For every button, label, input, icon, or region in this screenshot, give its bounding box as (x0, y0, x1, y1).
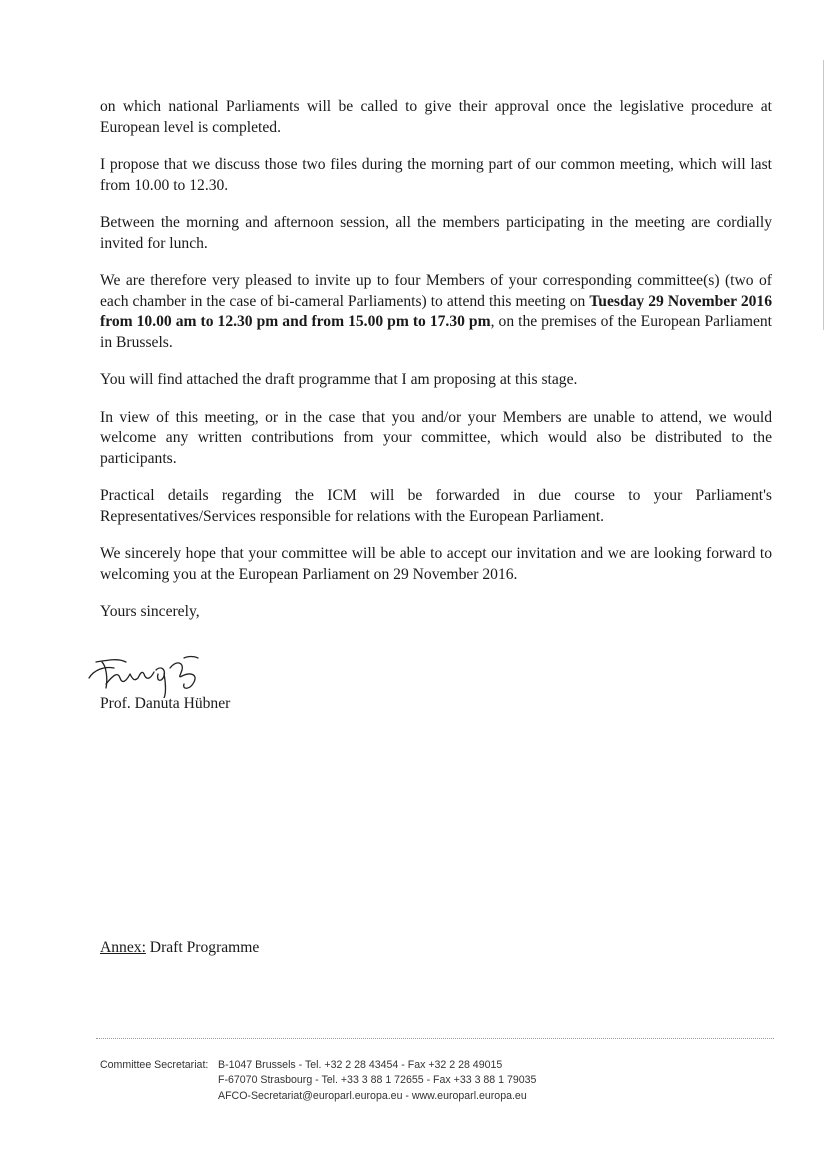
paragraph: I propose that we discuss those two files during the morning part of our common meeting, which will last from 10.00 to 12.30. (100, 156, 772, 194)
invitation-text: We are therefore very pleased to invite up to four Members of your corresponding committee(s) (two of each chamber in the case of bi-cameral Parliaments) to attend this meeting on (100, 272, 772, 310)
footer-contact-lines (218, 1058, 536, 1104)
closing-salutation: Yours sincerely, (100, 603, 200, 620)
footer-divider (96, 1038, 774, 1039)
handwritten-signature (86, 648, 246, 698)
page-edge-mark (823, 60, 824, 330)
paragraph: We sincerely hope that your committee will be able to accept our invitation and we are looking forward to welcoming you at the European Parliament on 29 November 2016. (100, 545, 772, 583)
signer-name: Prof. Danuta Hübner (100, 695, 231, 712)
letter-body (100, 97, 772, 623)
annex-label: Annex: (100, 939, 146, 956)
footer-strasbourg-line: F-67070 Strasbourg - Tel. +33 3 88 1 72655 - Fax +33 3 88 1 79035 (218, 1074, 537, 1087)
footer-email-web-line: AFCO-Secretariat@europarl.europa.eu - www.europarl.europa.eu (218, 1089, 527, 1102)
footer-brussels-line: B-1047 Brussels - Tel. +32 2 28 43454 - Fax +32 2 28 49015 (218, 1059, 503, 1071)
invitation-paragraph (100, 271, 772, 353)
paragraph: on which national Parliaments will be called to give their approval once the legislative procedure at European level is completed. (100, 98, 772, 136)
paragraph: Practical details regarding the ICM will be forwarded in due course to your Parliament's Representatives/Services responsible for relations with the European Parliament. (100, 487, 772, 525)
meeting-date-time: Tuesday 29 November 2016 from 10.00 am to 12.30 pm and from 15.00 pm to 17.30 pm (100, 292, 773, 330)
footer-label: Committee Secretariat: (100, 1059, 209, 1071)
paragraph: Between the morning and afternoon session, all the members participating in the meeting are cordially invited for lunch. (100, 214, 772, 252)
paragraph: In view of this meeting, or in the case that you and/or your Members are unable to attend, we would welcome any written contributions from your committee, which would also be distributed to the participants. (100, 408, 772, 467)
paragraph: You will find attached the draft programme that I am proposing at this stage. (100, 371, 578, 388)
invitation-text-end: , on the premises of the European Parliament in Brussels. (100, 313, 772, 351)
annex-text: Draft Programme (145, 939, 260, 956)
annex-line (100, 939, 259, 957)
